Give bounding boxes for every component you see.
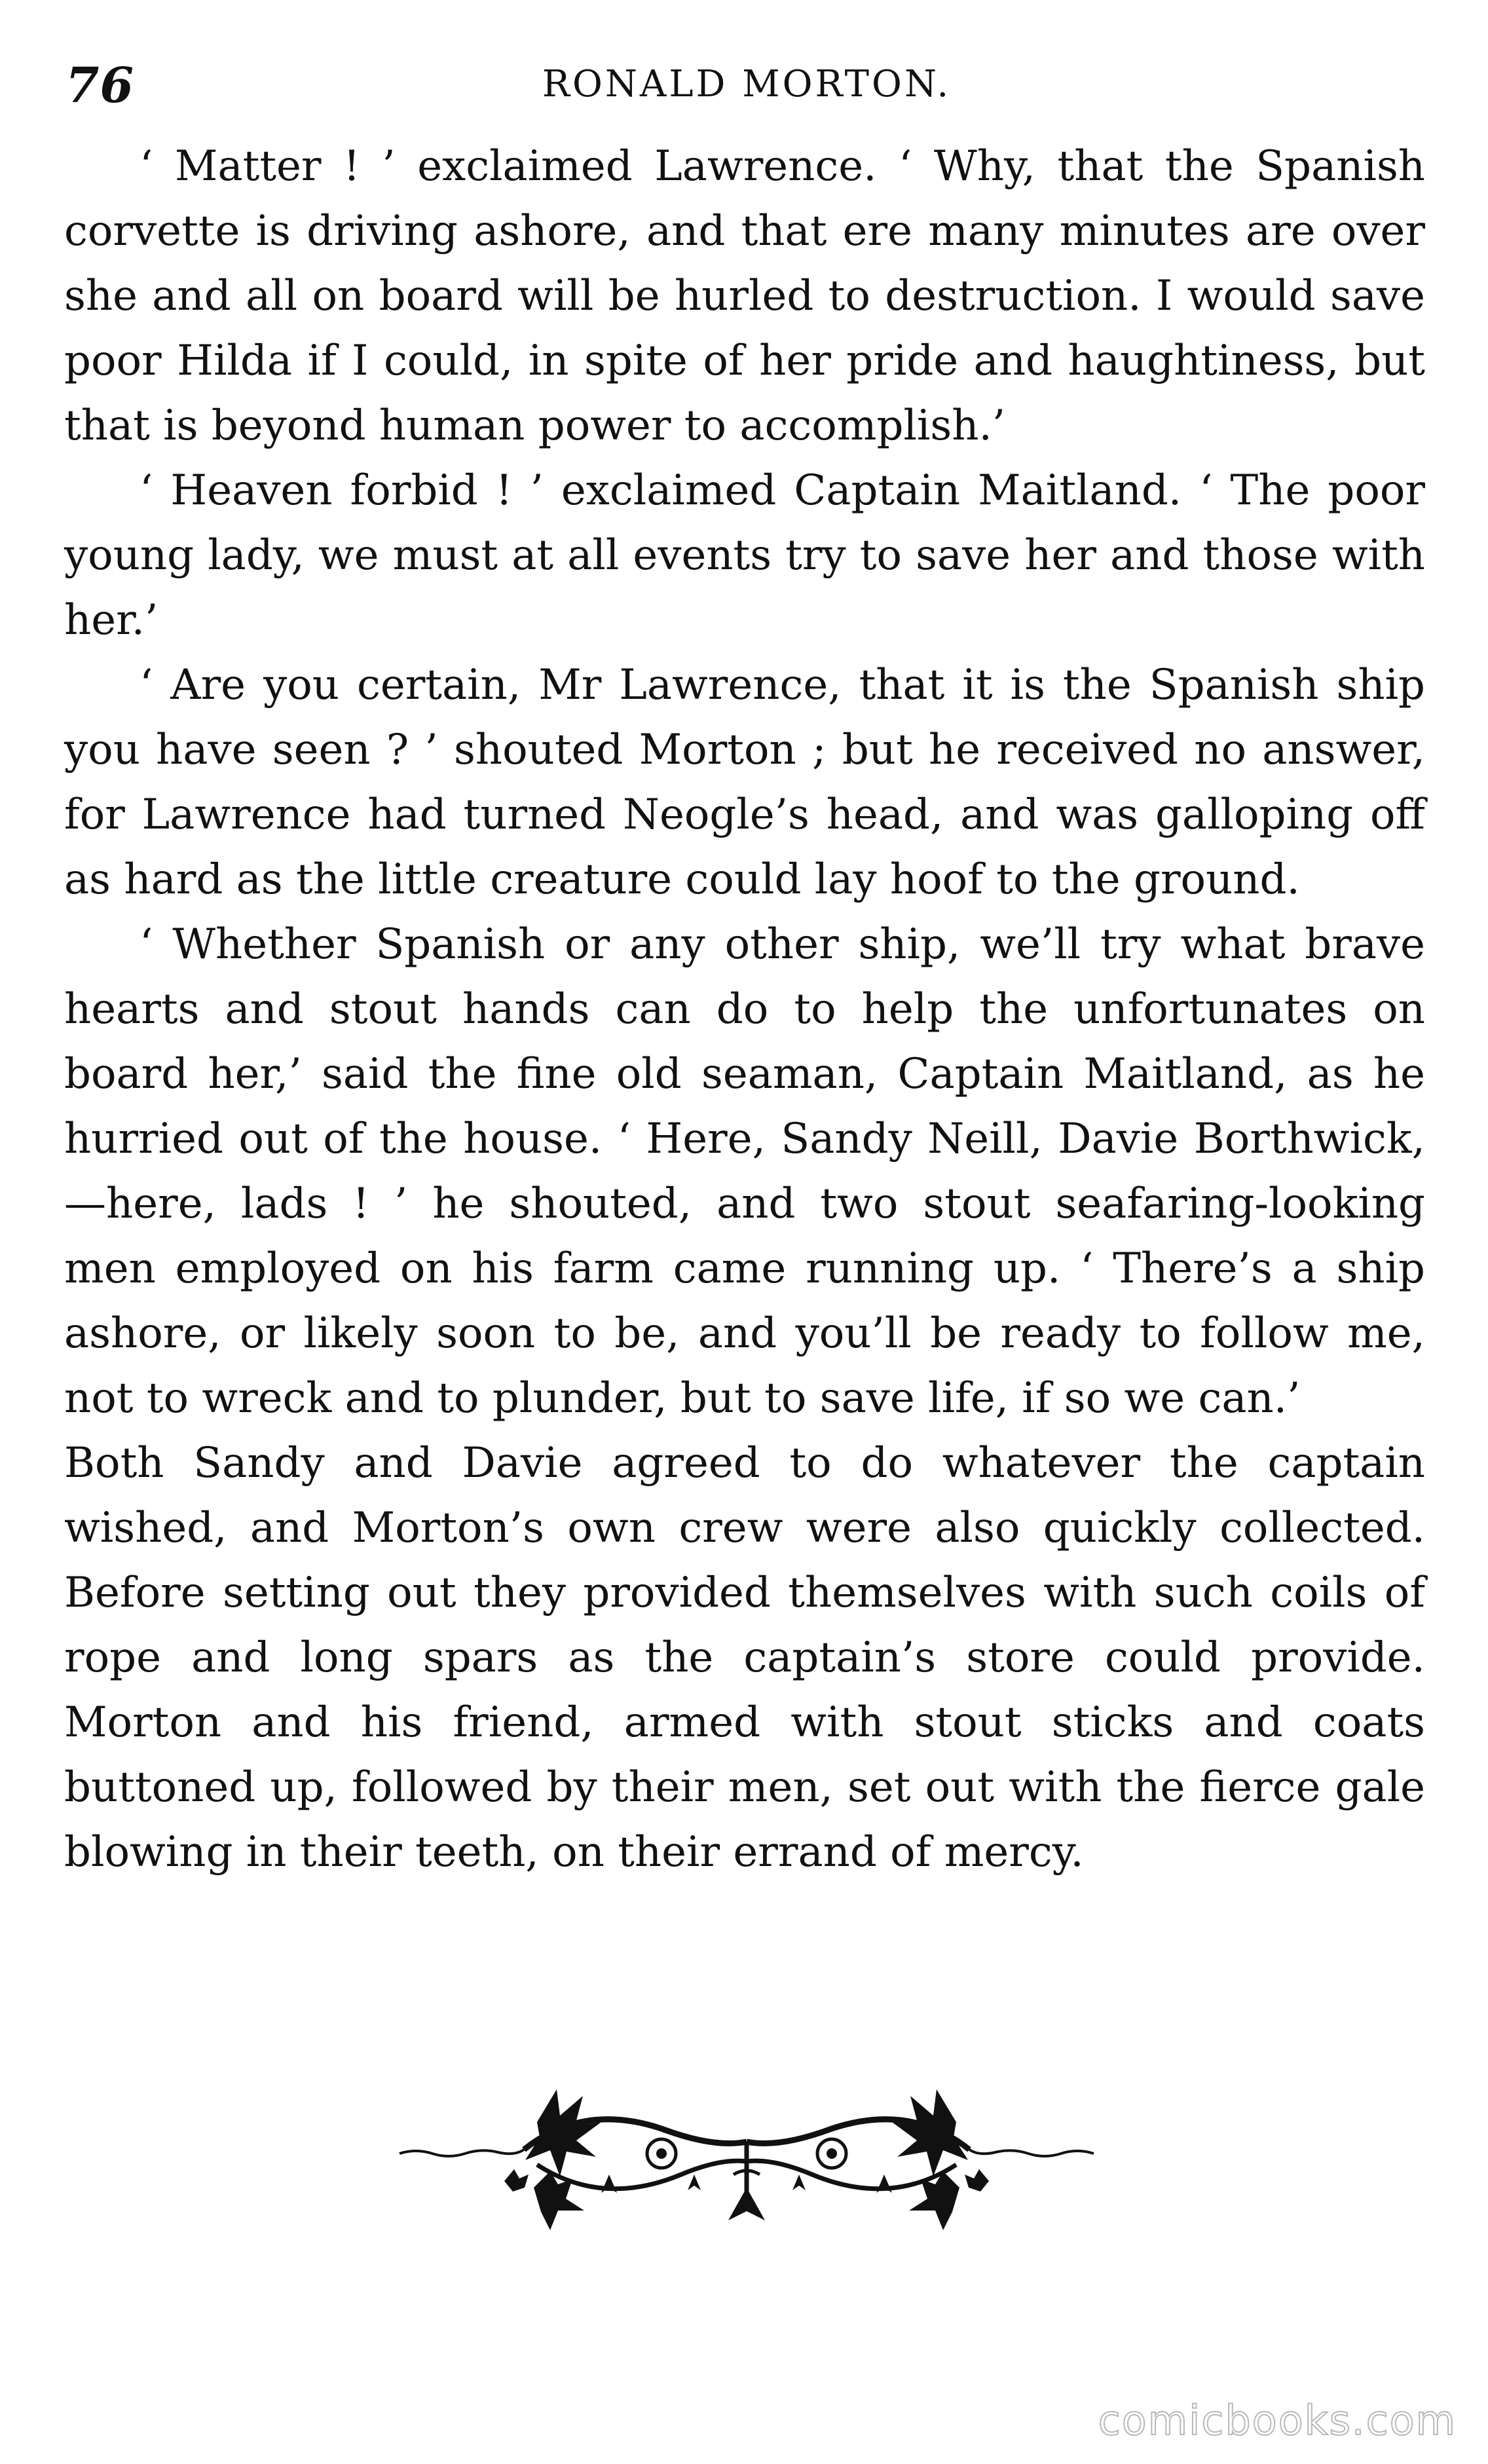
running-title: RONALD MORTON. [542, 63, 952, 105]
paragraph: ‘ Matter ! ’ exclaimed Lawrence. ‘ Why, that the Spanish corvette is driving ashore, and that ere many minutes are over she and all on board will be hurled to destruction. I would save poor Hilda if I could, in spite of her pride and haughtiness, but that is beyond human power to accomplish.’ [64, 142, 1425, 450]
page-number: 76 [65, 58, 134, 114]
paragraph: Both Sandy and Davie agreed to do whatever the captain wished, and Morton’s own crew were also quickly collected. Before setting out they provided themselves with such coils of rope and long spars as the captain’s store could provide. Morton and his friend, armed with stout sticks and coats buttoned up, followed by their men, set out with the fierce gale blowing in their teeth, on their errand of mercy. [64, 1439, 1425, 1876]
running-head [65, 58, 1428, 117]
paragraph: ‘ Whether Spanish or any other ship, we’ll try what brave hearts and stout hands can do to help the unfortunates on board her,’ said the fine old seaman, Captain Maitland, as he hurried out of the house. ‘ Here, Sandy Neill, Davie Borthwick,—here, lads ! ’ he shouted, and two stout seafaring-looking men employed on his farm came running up. ‘ There’s a ship ashore, or likely soon to be, and you’ll be ready to follow me, not to wreck and to plunder, but to save life, if so we can.’ [64, 920, 1425, 1423]
paragraph: ‘ Heaven forbid ! ’ exclaimed Captain Maitland. ‘ The poor young lady, we must at all events try to save her and those with her.’ [64, 466, 1425, 644]
paragraph: ‘ Are you certain, Mr Lawrence, that it is the Spanish ship you have seen ? ’ shouted Morton ; but he received no answer, for Lawrence had turned Neogle’s head, and was galloping off as hard as the little creature could lay hoof to the ground. [64, 661, 1425, 904]
floral-tailpiece-ornament-icon [386, 2076, 1107, 2240]
body-text [64, 134, 1425, 1885]
watermark: comicbooks.com [1098, 2397, 1457, 2444]
